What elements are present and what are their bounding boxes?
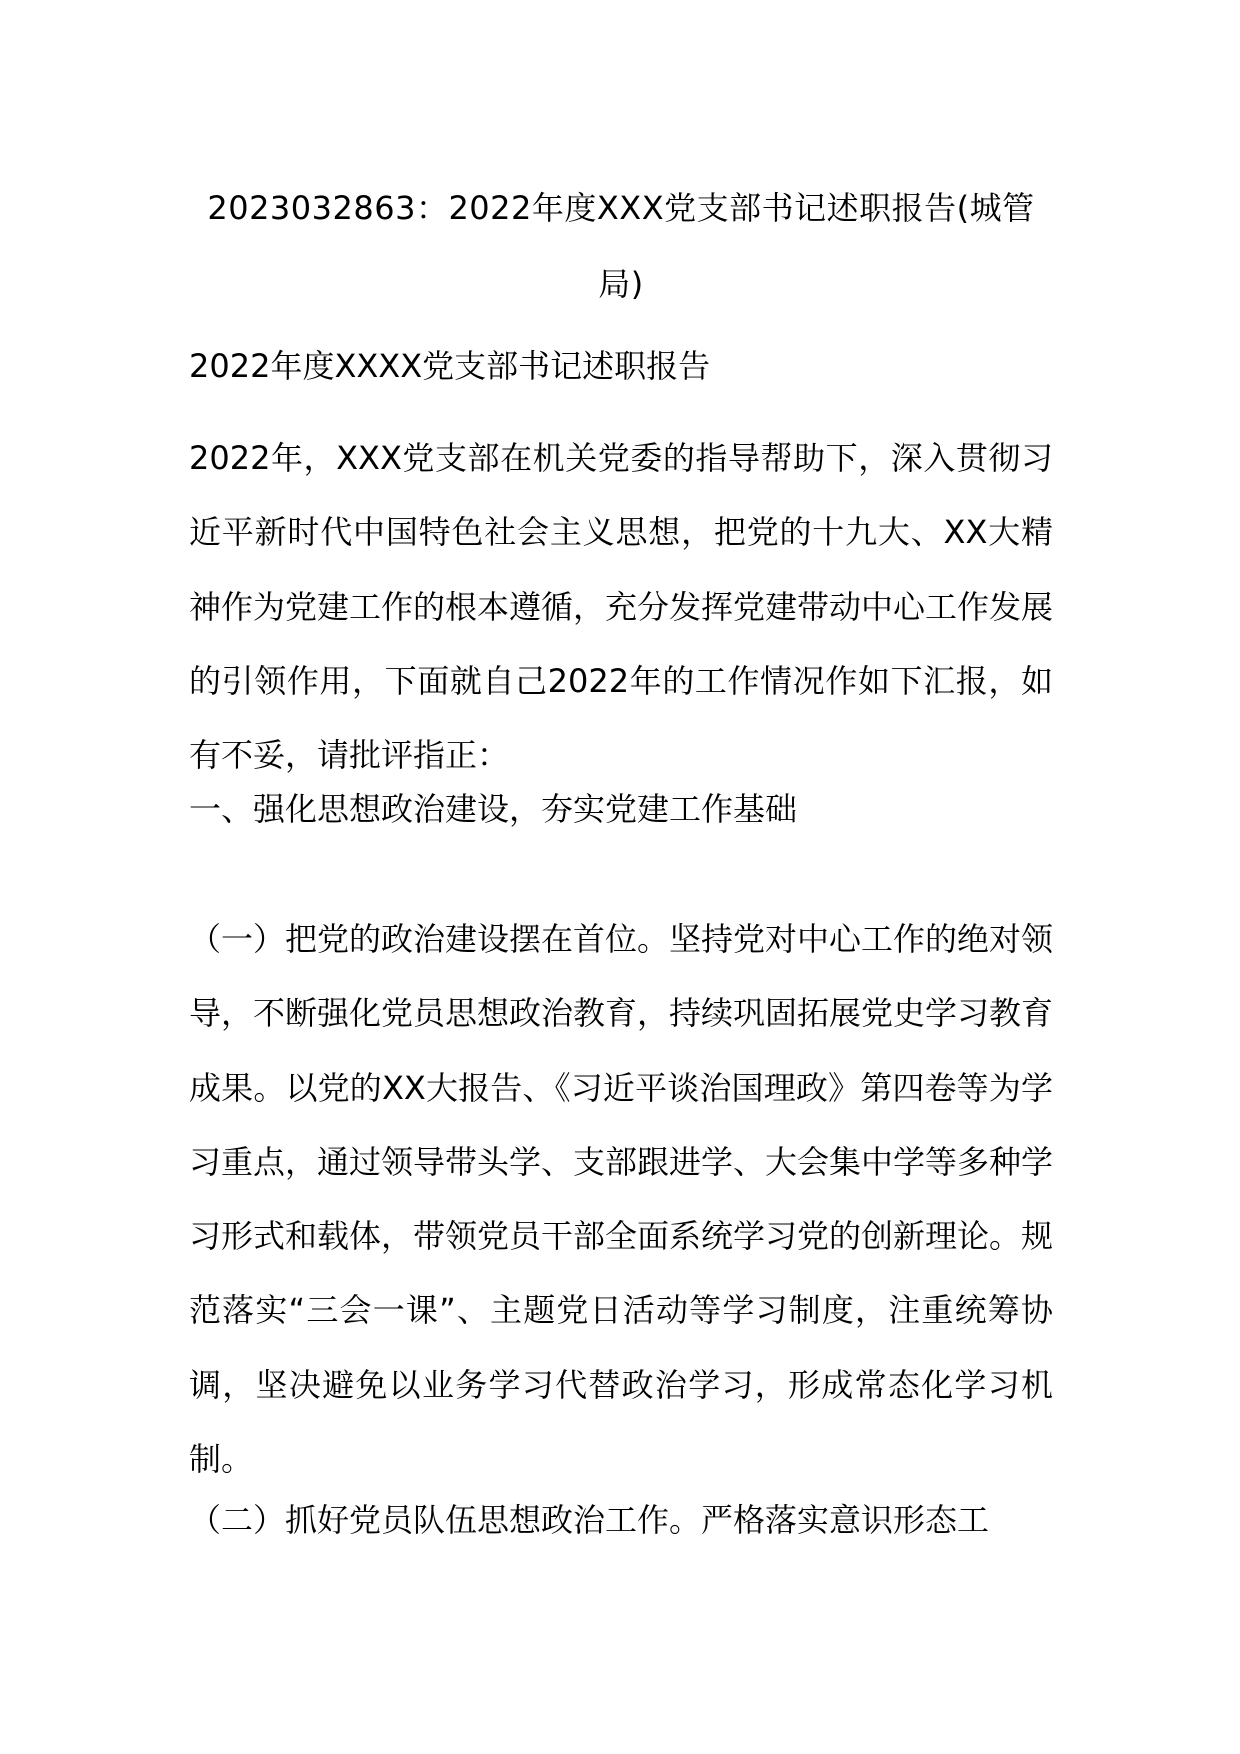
section-item-2: （二）抓好党员队伍思想政治工作。严格落实意识形态工 bbox=[189, 1501, 990, 1539]
document-title: 2023032863：2022年度XXX党支部书记述职报告(城管局) bbox=[207, 189, 1035, 303]
section-heading-1: 一、强化思想政治建设，夯实党建工作基础 bbox=[189, 790, 798, 828]
document-subtitle: 2022年度XXXX党支部书记述职报告 bbox=[189, 347, 711, 385]
intro-paragraph: 2022年，XXX党支部在机关党委的指导帮助下，深入贯彻习近平新时代中国特色社会主义思想，把党的十九大、XX大精神作为党建工作的根本遵循，充分发挥党建带动中心工作发展的引领作用，下面就自己2022年的工作情况作如下汇报，如有不妥，请批评指正： bbox=[189, 439, 1054, 775]
section-item-1: （一）把党的政治建设摆在首位。坚持党对中心工作的绝对领导，不断强化党员思想政治教育，持续巩固拓展党史学习教育成果。以党的XX大报告、《习近平谈治国理政》第四卷等为学习重点，通过领导带头学、支部跟进学、大会集中学等多种学习形式和载体，带领党员干部全面系统学习党的创新理论。规范落实“三会一课”、主题党日活动等学习制度，注重统筹协调，坚决避免以业务学习代替政治学习，形成常态化学习机制。 bbox=[189, 920, 1054, 1479]
